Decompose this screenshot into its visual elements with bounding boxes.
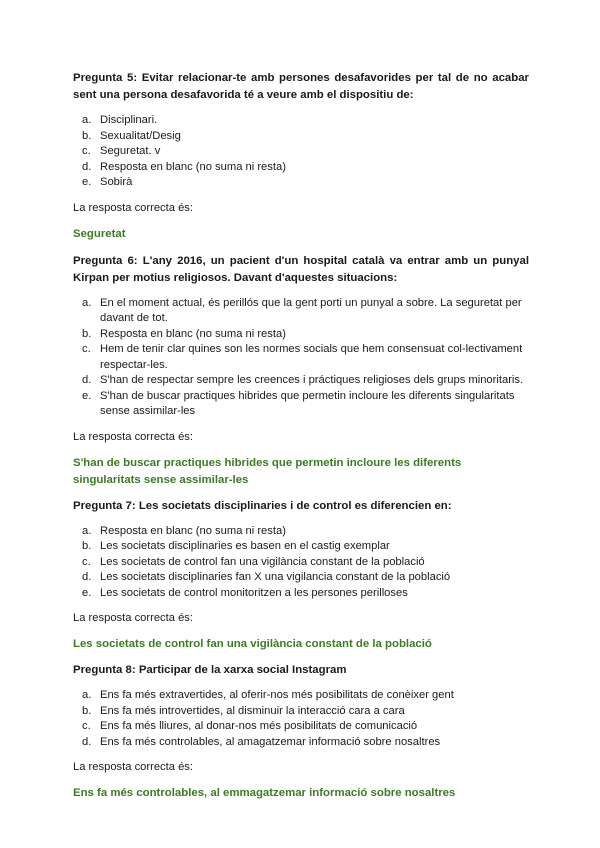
option-letter: b. bbox=[82, 129, 92, 142]
option-letter: b. bbox=[82, 540, 92, 552]
question-text: Pregunta 7: Les societats disciplinaries i de control es diferencien en: bbox=[73, 499, 452, 512]
option-text: Resposta en blanc (no suma ni resta) bbox=[100, 524, 286, 537]
option-text: Les societats de control fan una vigilància constant de la població bbox=[100, 555, 425, 568]
correct-answer: Les societats de control fan una vigilància constant de la població bbox=[73, 638, 432, 650]
option-letter: d. bbox=[82, 374, 92, 386]
option-letter: e. bbox=[82, 389, 92, 402]
option-letter: d. bbox=[82, 571, 92, 583]
option-text: Ens fa més introvertides, al disminuir la interacció cara a cara bbox=[100, 704, 405, 717]
option-item bbox=[73, 735, 529, 751]
option-item bbox=[73, 113, 529, 129]
option-letter: c. bbox=[82, 343, 91, 355]
option-text: S'han de buscar practiques hibrides que permetin incloure les diferents singularitats sense assimilar-les bbox=[100, 389, 515, 417]
question-text: Pregunta 6: L'any 2016, un pacient d'un hospital català va entrar amb un punyal Kirpan per motius religiosos. Davant d'aquestes situacions: bbox=[73, 254, 529, 284]
correct-answer-label: La resposta correcta és: bbox=[73, 761, 194, 773]
option-letter: c. bbox=[82, 555, 91, 568]
question-text: Pregunta 8: Participar de la xarxa social Instagram bbox=[73, 664, 347, 676]
option-text: Disciplinari. bbox=[100, 114, 158, 126]
option-item bbox=[73, 389, 529, 420]
option-text: Resposta en blanc (no suma ni resta) bbox=[100, 160, 286, 173]
correct-answer-label: La resposta correcta és: bbox=[73, 201, 194, 214]
option-text: En el moment actual, és perillós que la gent porti un punyal a sobre. La seguretat per davant de tot. bbox=[100, 296, 522, 324]
option-item bbox=[73, 570, 529, 586]
option-item bbox=[73, 327, 529, 343]
option-letter: e. bbox=[82, 176, 92, 188]
option-letter: c. bbox=[82, 720, 91, 732]
correct-answer-label: La resposta correcta és: bbox=[73, 430, 194, 443]
document-page bbox=[73, 70, 529, 802]
question-8 bbox=[73, 662, 529, 802]
option-letter: a. bbox=[82, 114, 92, 126]
option-letter: a. bbox=[82, 296, 92, 309]
option-letter: c. bbox=[82, 145, 91, 157]
option-item bbox=[73, 144, 529, 160]
option-item bbox=[73, 704, 529, 720]
option-text: Sexualitat/Desig bbox=[100, 129, 181, 142]
option-letter: a. bbox=[82, 524, 92, 537]
options-list bbox=[73, 688, 529, 750]
option-letter: d. bbox=[82, 735, 92, 748]
option-item bbox=[73, 296, 529, 327]
option-letter: b. bbox=[82, 704, 92, 717]
question-5 bbox=[73, 70, 529, 243]
correct-answer: Ens fa més controlables, al emmagatzemar informació sobre nosaltres bbox=[73, 787, 456, 799]
option-text: Ens fa més lliures, al donar-nos més posibilitats de comunicació bbox=[100, 720, 418, 732]
options-list bbox=[73, 524, 529, 602]
option-text: Hem de tenir clar quines son les normes socials que hem consensuat col-lectivament respectar-les. bbox=[100, 343, 523, 371]
option-item bbox=[73, 688, 529, 704]
correct-answer: Seguretat bbox=[73, 227, 126, 240]
question-7 bbox=[73, 498, 529, 654]
option-text: Ens fa més extravertides, al oferir-nos més posibilitats de conèixer gent bbox=[100, 689, 454, 701]
option-item bbox=[73, 175, 529, 191]
correct-answer: S'han de buscar practiques hibrides que permetin incloure les diferents singularitats sense assimilar-les bbox=[73, 456, 462, 486]
option-letter: e. bbox=[82, 586, 92, 599]
option-letter: a. bbox=[82, 689, 92, 701]
option-letter: d. bbox=[82, 160, 92, 173]
option-text: Resposta en blanc (no suma ni resta) bbox=[100, 327, 286, 340]
option-letter: b. bbox=[82, 327, 92, 340]
question-text: Pregunta 5: Evitar relacionar-te amb persones desafavorides per tal de no acabar sent una persona desafavorida té a veure amb el dispositiu de: bbox=[73, 72, 529, 101]
option-item bbox=[73, 342, 529, 373]
option-item bbox=[73, 524, 529, 540]
correct-answer-label: La resposta correcta és: bbox=[73, 612, 194, 624]
option-text: Sobirà bbox=[100, 176, 133, 188]
option-item bbox=[73, 719, 529, 735]
option-text: Les societats disciplinaries fan X una vigilancia constant de la població bbox=[100, 571, 451, 583]
option-text: Les societats de control monitoritzen a les persones perilloses bbox=[100, 586, 408, 599]
option-text: Les societats disciplinaries es basen en el castig exemplar bbox=[100, 540, 390, 552]
option-item bbox=[73, 129, 529, 145]
options-list bbox=[73, 113, 529, 191]
option-item bbox=[73, 160, 529, 176]
options-list bbox=[73, 296, 529, 420]
option-text: S'han de respectar sempre les creences i práctiques religioses dels grups minoritaris. bbox=[100, 374, 524, 386]
option-text: Ens fa més controlables, al amagatzemar informació sobre nosaltres bbox=[100, 735, 441, 748]
option-item bbox=[73, 586, 529, 602]
option-item bbox=[73, 539, 529, 555]
option-item bbox=[73, 373, 529, 389]
option-text: Seguretat. v bbox=[100, 145, 161, 157]
option-item bbox=[73, 555, 529, 571]
question-6 bbox=[73, 253, 529, 489]
